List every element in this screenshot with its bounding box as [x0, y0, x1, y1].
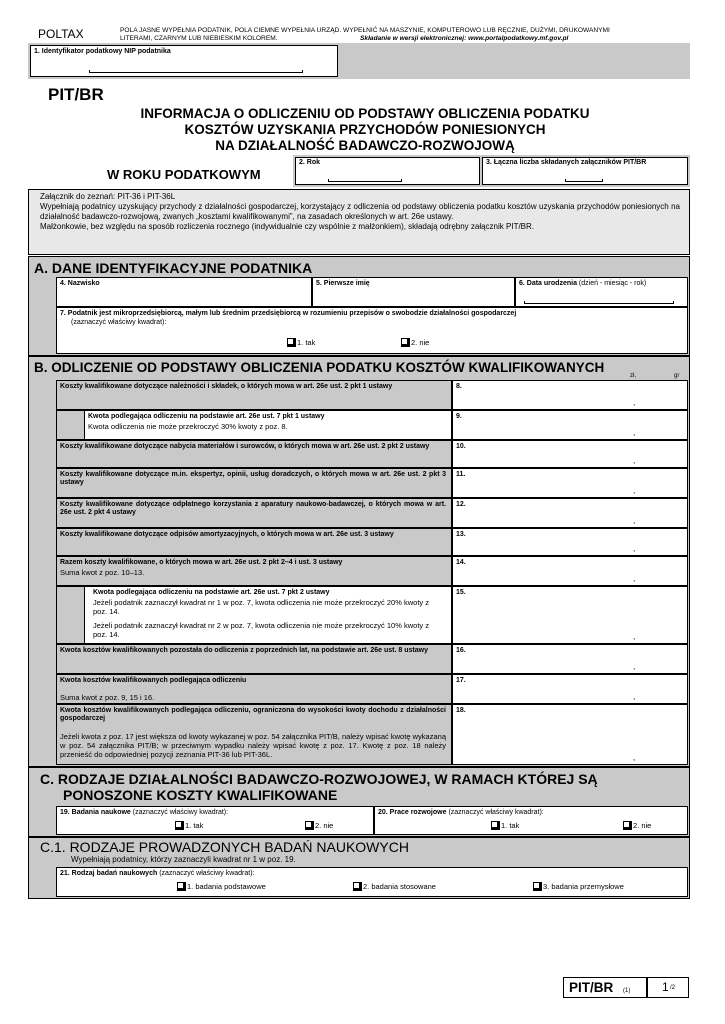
- development-yes-label: 1. tak: [501, 821, 520, 830]
- attachments-count-field[interactable]: [482, 157, 688, 185]
- row-16-decimal: ,: [633, 662, 636, 671]
- research-yes-label: 1. tak: [185, 821, 204, 830]
- poltax-logo: POLTAX: [38, 27, 84, 41]
- nip-field[interactable]: [30, 45, 338, 77]
- row-11-text: Koszty kwalifikowane dotyczące m.in. ekspertyz, opinii, usług doradczych, o których mowa w art. 26e ust. 2 pkt 3 ustawy: [60, 471, 446, 486]
- development-no-checkbox[interactable]: [623, 821, 632, 830]
- attachments-input-ticks: [565, 179, 603, 182]
- row-10-number: 10.: [456, 443, 466, 450]
- row-18-sub: Jeżeli kwota z poz. 17 jest większa od kwoty wykazanej w poz. 54 załącznika PIT/B, należy wpisać kwotę wykazaną w poz. 54 załącznika PIT/B; w przeciwnym wypadku należy wpisać kwotę z poz. 17. Kwotę z poz. 18 należy przenieść do odpowiedniej pozycji zeznania PIT-36 lub PIT-36L.: [60, 732, 446, 759]
- row-12-decimal: ,: [633, 516, 636, 525]
- development-label: [378, 809, 544, 817]
- birth-date-field[interactable]: [515, 277, 688, 307]
- row-10-desc: [56, 440, 452, 468]
- row-18-number: 18.: [456, 707, 466, 714]
- research-type-field: [56, 867, 688, 897]
- row-14-decimal: ,: [633, 574, 636, 583]
- development-yes-option[interactable]: [491, 821, 519, 830]
- row-16-text: Kwota kosztów kwalifikowanych pozostała do odliczenia z poprzednich lat, na podstawie art. 26e ust. 8 ustawy: [60, 647, 428, 654]
- sme-yes-checkbox[interactable]: [287, 338, 296, 347]
- research-no-option[interactable]: [305, 821, 333, 830]
- development-field: [374, 806, 688, 835]
- row-17-amount[interactable]: [452, 674, 688, 704]
- row-15-decimal: ,: [633, 632, 636, 641]
- title-line2: KOSZTÓW UZYSKANIA PRZYCHODÓW PONIESIONYCH: [184, 122, 546, 137]
- row-16-number: 16.: [456, 647, 466, 654]
- row-12-desc: [56, 498, 452, 528]
- sme-yes-option[interactable]: [287, 338, 315, 347]
- header-note: [120, 27, 690, 43]
- intro-line2: Wypełniają podatnicy uzyskujący przychody z działalności gospodarczej, korzystający z odliczenia od podstawy obliczenia podatku kosztów uzyskania przychodów poniesionych na działalność badawczo-rozwojową, zwanych „kosztami kwalifikowanymi”, na zasadach określonych w art. 26e ustawy.: [40, 202, 680, 221]
- row-14-text: Razem koszty kwalifikowane, o których mowa w art. 26e ust. 2 pkt 2–4 i ust. 3 ustawy: [60, 559, 343, 566]
- sme-status-hint: (zaznaczyć właściwy kwadrat):: [71, 319, 167, 326]
- row-14-number: 14.: [456, 559, 466, 566]
- row-17-decimal: ,: [633, 692, 636, 701]
- research-label-text: 19. Badania naukowe: [60, 809, 131, 816]
- sme-yes-label: 1. tak: [297, 338, 316, 347]
- year-input-ticks: [328, 179, 402, 182]
- attachments-label: 3. Łączna liczba składanych załączników PIT/BR: [486, 159, 647, 166]
- research-yes-checkbox[interactable]: [175, 821, 184, 830]
- research-field: [56, 806, 374, 835]
- row-12-number: 12.: [456, 501, 466, 508]
- section-c1-sub: Wypełniają podatnicy, którzy zaznaczyli kwadrat nr 1 w poz. 19.: [71, 855, 296, 864]
- nip-label: 1. Identyfikator podatkowy NIP podatnika: [34, 48, 171, 55]
- row-10-amount[interactable]: [452, 440, 688, 468]
- zl-header: zł,: [630, 373, 636, 379]
- row-13-desc: [56, 528, 452, 556]
- row-8-desc: [56, 380, 452, 410]
- title-line3: NA DZIAŁALNOŚĆ BADAWCZO-ROZWOJOWĄ: [215, 138, 515, 153]
- research-no-label: 2. nie: [315, 821, 334, 830]
- row-16-desc: [56, 644, 452, 674]
- year-label: 2. Rok: [299, 159, 321, 166]
- development-yes-checkbox[interactable]: [491, 821, 500, 830]
- row-12-amount[interactable]: [452, 498, 688, 528]
- row-10-decimal: ,: [633, 456, 636, 465]
- intro-text: [40, 192, 680, 232]
- row-17-desc: [56, 674, 452, 704]
- row-15-sub2: Jeżeli podatnik zaznaczył kwadrat nr 2 w poz. 7, kwota odliczenia nie może przekroczyć 10% kwoty z poz. 14.: [93, 621, 429, 639]
- year-field[interactable]: [295, 157, 480, 185]
- row-12-text: Koszty kwalifikowane dotyczące odpłatnego korzystania z aparatury naukowo-badawczej, o których mowa w art. 26e ust. 2 pkt 4 ustawy: [60, 501, 446, 516]
- first-name-field[interactable]: [312, 277, 515, 307]
- section-c-title-line2: PONOSZONE KOSZTY KWALIFIKOWANE: [63, 787, 338, 803]
- intro-line1: Załącznik do zeznań: PIT-36 i PIT-36L: [40, 192, 176, 201]
- nip-input-ticks: [89, 70, 303, 73]
- row-13-text: Koszty kwalifikowane dotyczące odpisów amortyzacyjnych, o których mowa w art. 26e ust. 3 ustawy: [60, 531, 394, 538]
- row-11-decimal: ,: [633, 486, 636, 495]
- research-type-label-text: 21. Rodzaj badań naukowych: [60, 870, 158, 877]
- footer-page-number: [647, 977, 689, 998]
- form-code: PIT/BR: [48, 85, 104, 104]
- birth-date-label: [519, 280, 646, 288]
- surname-field[interactable]: [56, 277, 312, 307]
- section-c1-title: C.1. RODZAJE PROWADZONYCH BADAŃ NAUKOWYCH: [40, 839, 409, 855]
- row-11-amount[interactable]: [452, 468, 688, 498]
- applied-research-label: 2. badania stosowane: [363, 882, 436, 891]
- industrial-research-label: 3. badania przemysłowe: [543, 882, 624, 891]
- birth-date-label-text: 6. Data urodzenia: [519, 280, 577, 287]
- research-hint: (zaznaczyć właściwy kwadrat):: [132, 809, 229, 816]
- sme-no-option[interactable]: [401, 338, 429, 347]
- basic-research-checkbox[interactable]: [177, 882, 186, 891]
- header-note-electronic: Składanie w wersji elektronicznej: www.portalpodatkowy.mf.gov.pl: [360, 35, 569, 42]
- header-note-line1: POLA JASNE WYPEŁNIA PODATNIK, POLA CIEMNE WYPEŁNIA URZĄD. WYPEŁNIĆ NA MASZYNIE, KOMPUTEROWO LUB RĘCZNIE, DUŻYMI, DRUKOWANYMI: [120, 27, 610, 34]
- row-17-number: 17.: [456, 677, 466, 684]
- footer-version: (1): [623, 988, 631, 994]
- research-label: [60, 809, 228, 817]
- research-yes-option[interactable]: [175, 821, 203, 830]
- row-18-desc: [56, 704, 452, 765]
- row-18-amount[interactable]: [452, 704, 688, 765]
- row-13-decimal: ,: [633, 544, 636, 553]
- header-note-line2: [120, 35, 690, 43]
- section-c-title-line1: C. RODZAJE DZIAŁALNOŚCI BADAWCZO-ROZWOJOWEJ, W RAMACH KTÓREJ SĄ: [40, 771, 598, 787]
- development-no-label: 2. nie: [633, 821, 652, 830]
- row-9-inner: [84, 410, 452, 440]
- surname-label: 4. Nazwisko: [60, 280, 100, 287]
- row-9-decimal: ,: [633, 428, 636, 437]
- row-9-amount[interactable]: [452, 410, 688, 440]
- footer-page: 1: [662, 980, 669, 994]
- row-10-text: Koszty kwalifikowane dotyczące nabycia materiałów i surowców, o których mowa w art. 26e ust. 2 pkt 2 ustawy: [60, 443, 430, 450]
- sme-no-checkbox[interactable]: [401, 338, 410, 347]
- row-16-amount[interactable]: [452, 644, 688, 674]
- row-15-text: Kwota podlegająca odliczeniu na podstawie art. 26e ust. 7 pkt 2 ustawy: [93, 589, 330, 596]
- row-8-text: Koszty kwalifikowane dotyczące należności i składek, o których mowa w art. 26e ust. 2 pkt 1 ustawy: [60, 383, 393, 390]
- form-title: [100, 106, 630, 154]
- title-line1: INFORMACJA O ODLICZENIU OD PODSTAWY OBLICZENIA PODATKU: [140, 106, 590, 121]
- row-8-number: 8.: [456, 383, 462, 390]
- row-14-sub: Suma kwot z poz. 10–13.: [60, 568, 145, 577]
- birth-date-ticks: [524, 301, 674, 304]
- research-type-label: [60, 870, 255, 878]
- row-15-number: 15.: [456, 589, 466, 596]
- year-caption: W ROKU PODATKOWYM: [107, 167, 261, 182]
- industrial-research-option[interactable]: [533, 882, 624, 891]
- row-11-desc: [56, 468, 452, 498]
- gr-header: gr: [674, 373, 680, 379]
- section-a-title: A. DANE IDENTYFIKACYJNE PODATNIKA: [34, 260, 313, 276]
- row-9-text: Kwota podlegająca odliczeniu na podstawie art. 26e ust. 7 pkt 1 ustawy: [88, 413, 325, 420]
- section-b-title: B. ODLICZENIE OD PODSTAWY OBLICZENIA PODATKU KOSZTÓW KWALIFIKOWANYCH: [34, 360, 605, 375]
- row-14-amount[interactable]: [452, 556, 688, 586]
- applied-research-checkbox[interactable]: [353, 882, 362, 891]
- row-17-sub: Suma kwot z poz. 9, 15 i 16.: [60, 693, 155, 702]
- first-name-label: 5. Pierwsze imię: [316, 280, 370, 287]
- row-9-number: 9.: [456, 413, 462, 420]
- section-c-title: [40, 771, 598, 803]
- development-label-text: 20. Prace rozwojowe: [378, 809, 447, 816]
- row-13-amount[interactable]: [452, 528, 688, 556]
- footer-form-code: [563, 977, 647, 998]
- intro-line3: Małżonkowie, bez względu na sposób rozliczenia rocznego (indywidualnie czy wspólnie z małżonkiem), składają odrębny załącznik PIT/BR.: [40, 222, 535, 231]
- row-14-desc: [56, 556, 452, 586]
- row-18-decimal: ,: [633, 753, 636, 762]
- sme-status-field: [56, 307, 688, 354]
- development-hint: (zaznaczyć właściwy kwadrat):: [448, 809, 544, 816]
- sme-status-label: 7. Podatnik jest mikroprzedsiębiorcą, małym lub średnim przedsiębiorcą w rozumieniu przepisów o swobodzie działalności gospodarczej: [60, 310, 517, 317]
- row-15-inner: [84, 586, 452, 644]
- row-11-number: 11.: [456, 471, 466, 478]
- basic-research-label: 1. badania podstawowe: [187, 882, 266, 891]
- row-8-amount[interactable]: [452, 380, 688, 410]
- row-8-decimal: ,: [633, 398, 636, 407]
- footer-code: PIT/BR: [569, 980, 614, 995]
- row-15-amount[interactable]: [452, 586, 688, 644]
- row-15-sub1: Jeżeli podatnik zaznaczył kwadrat nr 1 w poz. 7, kwota odliczenia nie może przekroczyć 20% kwoty z poz. 14.: [93, 598, 429, 616]
- applied-research-option[interactable]: [353, 882, 436, 891]
- row-17-text: Kwota kosztów kwalifikowanych podlegająca odliczeniu: [60, 677, 247, 684]
- birth-date-hint: (dzień - miesiąc - rok): [578, 280, 647, 287]
- row-13-number: 13.: [456, 531, 466, 538]
- research-type-hint: (zaznaczyć właściwy kwadrat):: [159, 870, 255, 877]
- header-note-line2-text: LITERAMI, CZARNYM LUB NIEBIESKIM KOLOREM.: [120, 35, 278, 42]
- sme-no-label: 2. nie: [411, 338, 430, 347]
- industrial-research-checkbox[interactable]: [533, 882, 542, 891]
- basic-research-option[interactable]: [177, 882, 266, 891]
- row-18-text: Kwota kosztów kwalifikowanych podlegająca odliczeniu, ograniczona do wysokości kwoty dochodu z działalności gospodarczej: [60, 707, 446, 722]
- development-no-option[interactable]: [623, 821, 651, 830]
- footer-pages: /2: [670, 985, 676, 991]
- research-no-checkbox[interactable]: [305, 821, 314, 830]
- row-9-sub: Kwota odliczenia nie może przekroczyć 30% kwoty z poz. 8.: [88, 422, 288, 431]
